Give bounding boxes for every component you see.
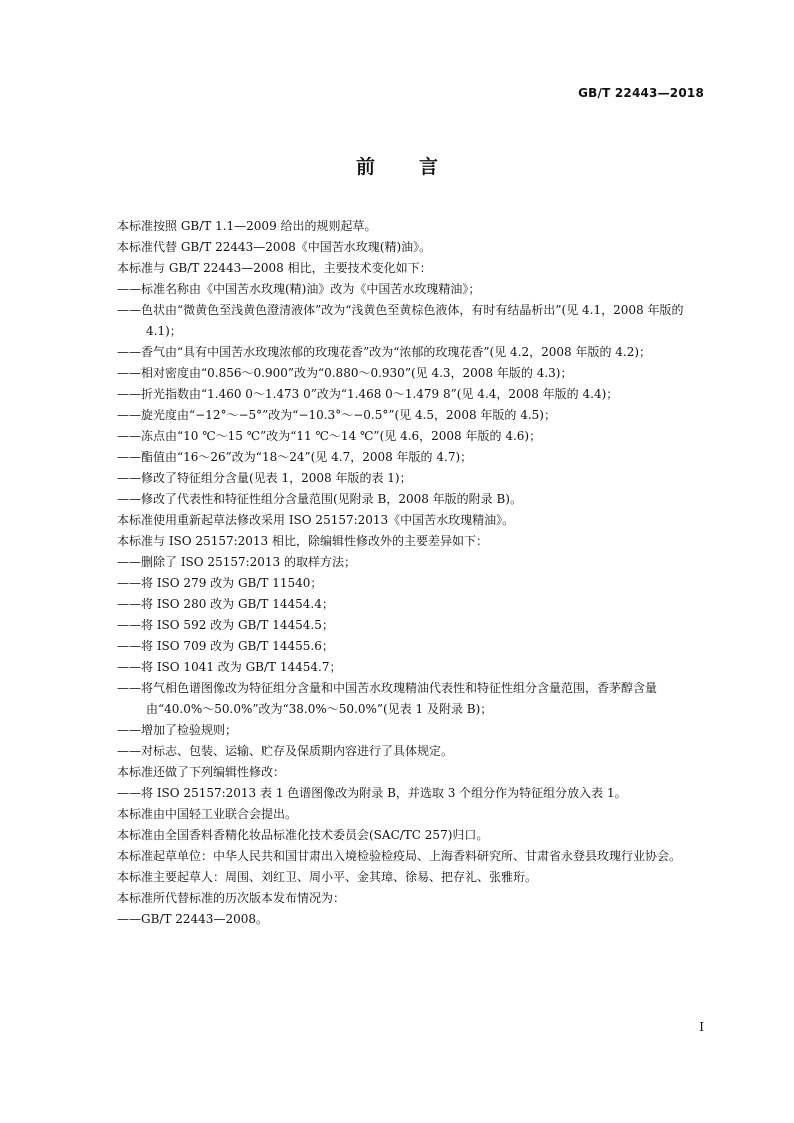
list-item: ——将 ISO 25157:2013 表 1 色谱图像改为附录 B，并选取 3 个组分作为特征组分放入表 1。: [117, 786, 627, 800]
list-item: ——酯值由“16～26”改为“18～24”(见 4.7，2008 年版的 4.7)；: [117, 450, 473, 464]
foreword-body: [90, 216, 704, 930]
paragraph: 本标准主要起草人：周围、刘红卫、周小平、金其璋、徐易、把存礼、张雅珩。: [117, 870, 538, 884]
paragraph: 本标准使用重新起草法修改采用 ISO 25157:2013《中国苦水玫瑰精油》。: [117, 513, 515, 527]
list-item: ——将气相色谱图像改为特征组分含量和中国苦水玫瑰精油代表性和特征性组分含量范围，香茅醇含量由“40.0%～50.0%”改为“38.0%～50.0%”(见表 1 及附录 B)；: [117, 681, 658, 716]
list-item: ——相对密度由“0.856～0.900”改为“0.880～0.930”(见 4.3，2008 年版的 4.3)；: [117, 366, 573, 380]
list-item: ——将 ISO 279 改为 GB/T 11540；: [117, 576, 323, 590]
paragraph: 本标准由全国香料香精化妆品标准化技术委员会(SAC/TC 257)归口。: [117, 828, 489, 842]
paragraph: 本标准与 ISO 25157:2013 相比，除编辑性修改外的主要差异如下：: [117, 534, 489, 548]
list-item: ——将 ISO 280 改为 GB/T 14454.4；: [117, 597, 334, 611]
list-item: ——增加了检验规则；: [117, 723, 238, 737]
list-item: ——GB/T 22443—2008。: [117, 912, 268, 926]
standard-number: GB/T 22443—2018: [578, 86, 704, 100]
list-item: ——删除了 ISO 25157:2013 的取样方法；: [117, 555, 356, 569]
list-item: ——香气由“具有中国苦水玫瑰浓郁的玫瑰花香”改为“浓郁的玫瑰花香”(见 4.2，2008 年版的 4.2)；: [117, 345, 652, 359]
list-item: ——将 ISO 1041 改为 GB/T 14454.7；: [117, 660, 342, 674]
paragraph: 本标准代替 GB/T 22443—2008《中国苦水玫瑰(精)油》。: [117, 240, 432, 254]
paragraph: 本标准起草单位：中华人民共和国甘肃出入境检验检疫局、上海香料研究所、甘肃省永登县玫瑰行业协会。: [117, 849, 682, 863]
page-title: 前言: [355, 156, 482, 178]
paragraph: 本标准由中国轻工业联合会提出。: [117, 807, 298, 821]
page-number: I: [699, 1020, 704, 1034]
list-item: ——将 ISO 592 改为 GB/T 14454.5；: [117, 618, 334, 632]
list-item: ——旋光度由“−12°～−5°”改为“−10.3°～−0.5°”(见 4.5，2008 年版的 4.5)；: [117, 408, 556, 422]
list-item: ——修改了特征组分含量(见表 1，2008 年版的表 1)；: [117, 471, 412, 485]
paragraph: 本标准还做了下列编辑性修改：: [117, 765, 286, 779]
list-item: ——折光指数由“1.460 0～1.473 0”改为“1.468 0～1.479 8”(见 4.4，2008 年版的 4.4)；: [117, 387, 619, 401]
list-item: ——标准名称由《中国苦水玫瑰(精)油》改为《中国苦水玫瑰精油》；: [117, 282, 481, 296]
paragraph: 本标准所代替标准的历次版本发布情况为：: [117, 891, 346, 905]
list-item: ——修改了代表性和特征性组分含量范围(见附录 B，2008 年版的附录 B)。: [117, 492, 522, 506]
list-item: ——将 ISO 709 改为 GB/T 14455.6；: [117, 639, 334, 653]
list-item: ——色状由“微黄色至浅黄色澄清液体”改为“浅黄色至黄棕色液体，有时有结晶析出”(见 4.1，2008 年版的 4.1)；: [117, 303, 684, 338]
list-item: ——对标志、包装、运输、贮存及保质期内容进行了具体规定。: [117, 744, 454, 758]
paragraph: 本标准按照 GB/T 1.1—2009 给出的规则起草。: [117, 219, 377, 233]
list-item: ——冻点由“10 ℃～15 ℃”改为“11 ℃～14 ℃”(见 4.6，2008 年版的 4.6)；: [117, 429, 542, 443]
paragraph: 本标准与 GB/T 22443—2008 相比，主要技术变化如下：: [117, 261, 432, 275]
